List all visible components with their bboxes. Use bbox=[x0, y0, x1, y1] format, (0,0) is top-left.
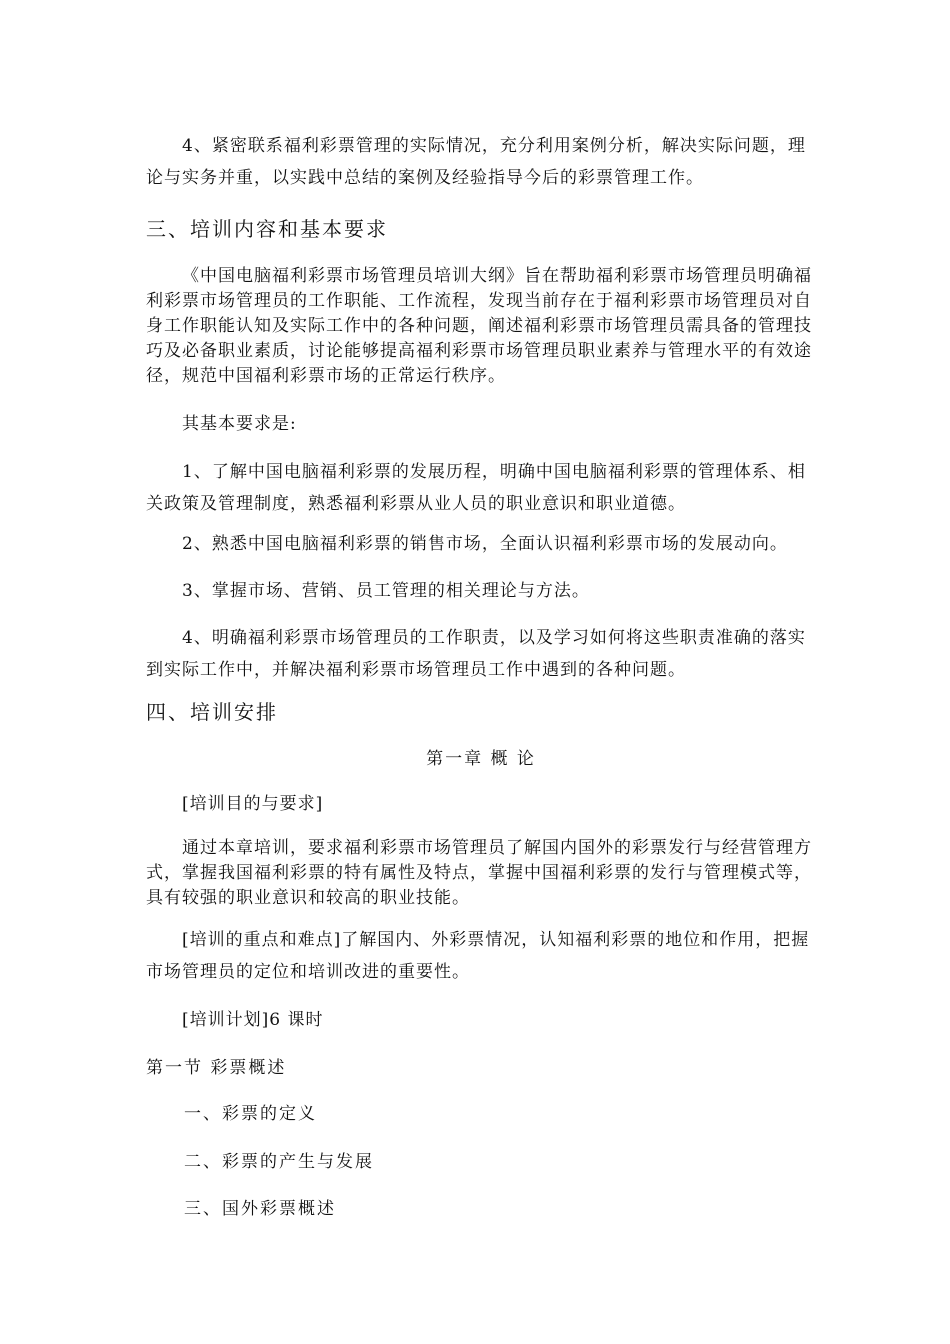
paragraph-intro-4: 4、紧密联系福利彩票管理的实际情况，充分利用案例分析，解决实际问题，理论与实务并重，以实践中总结的案例及经验指导今后的彩票管理工作。 bbox=[146, 136, 806, 188]
purpose-label: [培训目的与要求] bbox=[182, 794, 324, 814]
chapter-title: 第一章 概 论 bbox=[426, 749, 536, 769]
paragraph-requirements-intro: 其基本要求是: bbox=[182, 414, 297, 434]
requirement-item-3: 3、掌握市场、营销、员工管理的相关理论与方法。 bbox=[182, 581, 590, 601]
requirement-item-1: 1、了解中国电脑福利彩票的发展历程，明确中国电脑福利彩票的管理体系、相关政策及管理制度，熟悉福利彩票从业人员的职业意识和职业道德。 bbox=[146, 462, 806, 514]
section-heading-3: 三、培训内容和基本要求 bbox=[146, 217, 388, 241]
list-item: 三、国外彩票概述 bbox=[184, 1199, 336, 1219]
requirement-item-4: 4、明确福利彩票市场管理员的工作职责，以及学习如何将这些职责准确的落实到实际工作中，并解决福利彩票市场管理员工作中遇到的各种问题。 bbox=[146, 628, 806, 680]
paragraph-outline: 《中国电脑福利彩票市场管理员培训大纲》旨在帮助福利彩票市场管理员明确福利彩票市场管理员的工作职能、工作流程，发现当前存在于福利彩票市场管理员对自身工作职能认知及实际工作中的各种问题，阐述福利彩票市场管理员需具备的管理技巧及必备职业素质，讨论能够提高福利彩票市场管理员职业素养与管理水平的有效途径，规范中国福利彩票市场的正常运行秩序。 bbox=[146, 266, 812, 386]
section-heading-4: 四、培训安排 bbox=[146, 700, 278, 724]
section-title-1: 第一节 彩票概述 bbox=[146, 1058, 287, 1078]
paragraph-focus: [培训的重点和难点]了解国内、外彩票情况，认知福利彩票的地位和作用，把握市场管理员的定位和培训改进的重要性。 bbox=[146, 930, 810, 982]
paragraph-purpose: 通过本章培训，要求福利彩票市场管理员了解国内国外的彩票发行与经营管理方式，掌握我国福利彩票的特有属性及特点，掌握中国福利彩票的发行与管理模式等，具有较强的职业意识和较高的职业技能。 bbox=[146, 838, 812, 908]
list-item: 一、彩票的定义 bbox=[184, 1104, 317, 1124]
training-plan: [培训计划]6 课时 bbox=[182, 1010, 324, 1030]
list-item: 二、彩票的产生与发展 bbox=[184, 1152, 374, 1172]
requirement-item-2: 2、熟悉中国电脑福利彩票的销售市场，全面认识福利彩票市场的发展动向。 bbox=[182, 534, 788, 554]
